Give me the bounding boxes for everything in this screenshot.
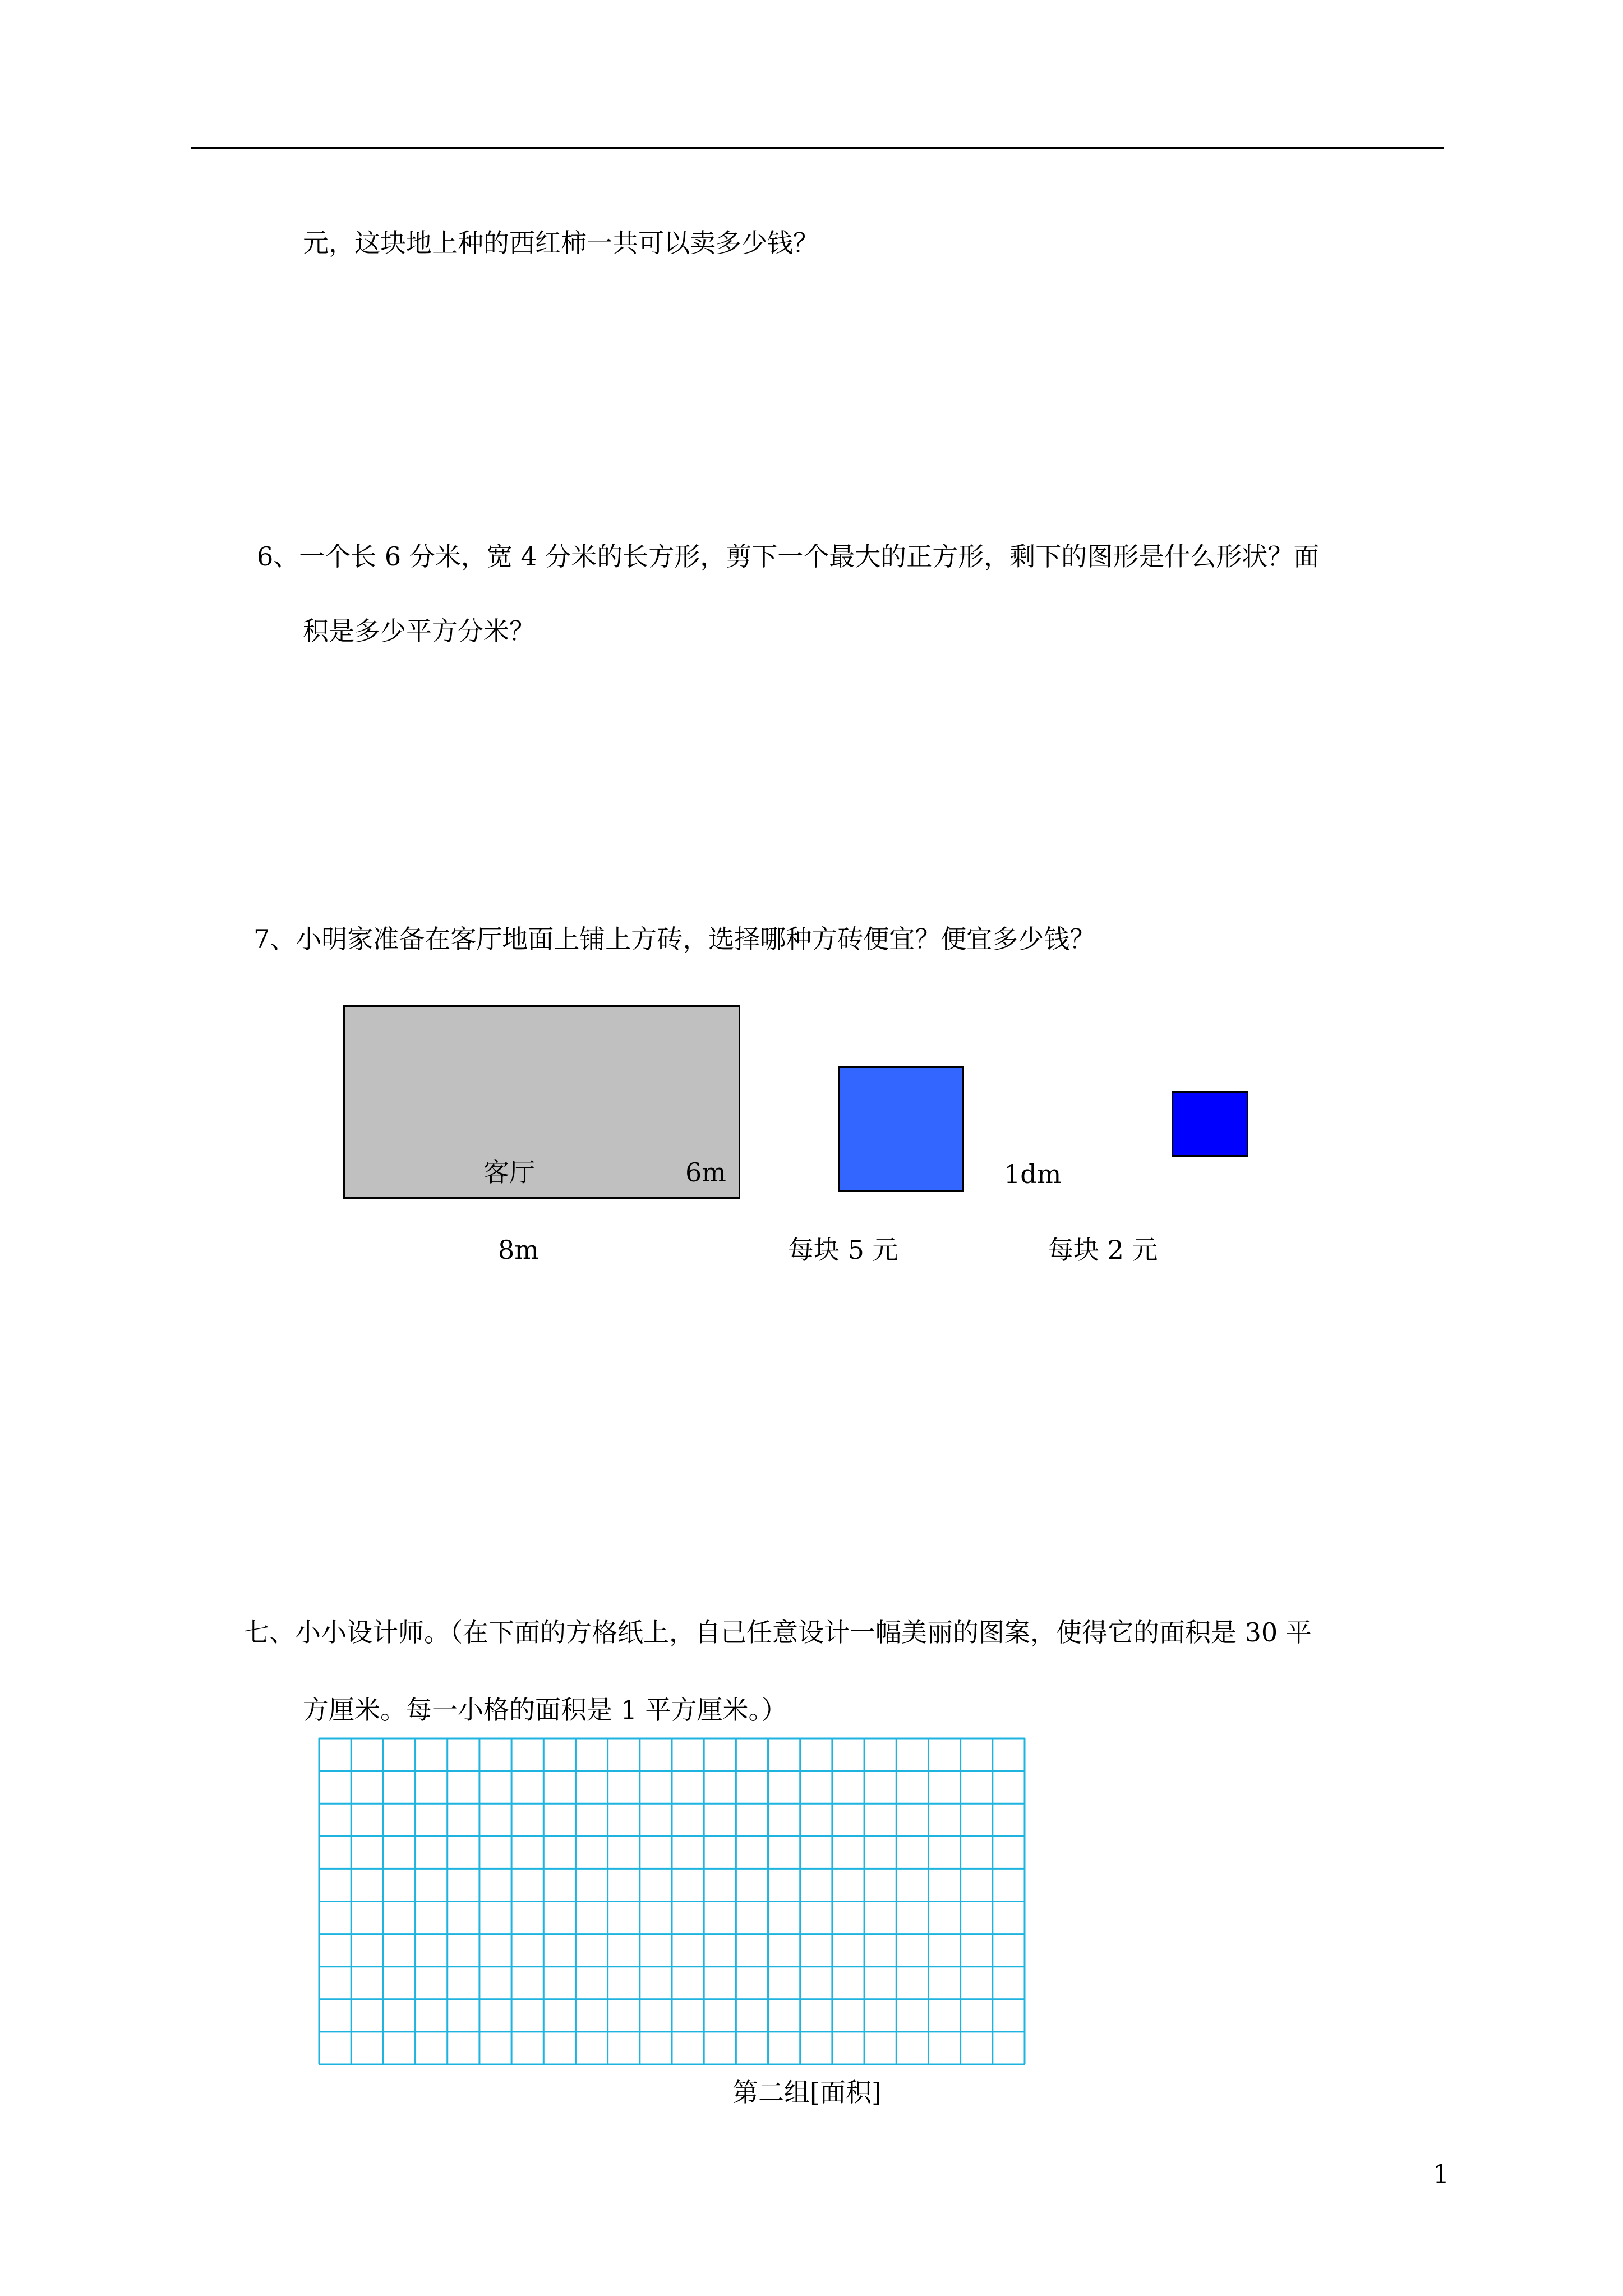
question-6-line-2: 积是多少平方分米？: [303, 616, 535, 646]
small-tile-price: 每块 2 元: [1048, 1235, 1158, 1265]
question-7-text: 7、小明家准备在客厅地面上铺上方砖，选择哪种方砖便宜？便宜多少钱？: [253, 924, 1096, 954]
footer-label: 第二组[面积]: [732, 2077, 882, 2108]
question-6-line-1: 6、一个长 6 分米，宽 4 分米的长方形，剪下一个最大的正方形，剩下的图形是什么形状？面: [257, 541, 1320, 572]
large-tile-square: [838, 1066, 964, 1192]
living-room-width-label: 8m: [498, 1235, 539, 1265]
living-room-height-label: 6m: [685, 1157, 726, 1188]
graph-paper-grid: [318, 1737, 1026, 2065]
small-tile-square: [1172, 1091, 1248, 1157]
tile-side-label: 1dm: [1004, 1159, 1062, 1189]
section-seven-line-2: 方厘米。每一小格的面积是 1 平方厘米。）: [303, 1695, 787, 1725]
page-number: 1: [1433, 2159, 1450, 2189]
living-room-rect: [343, 1005, 740, 1199]
header-rule: [191, 147, 1444, 149]
section-seven-line-1: 七、小小设计师。（在下面的方格纸上，自己任意设计一幅美丽的图案，使得它的面积是 30 平: [243, 1617, 1312, 1648]
question-5-continuation: 元，这块地上种的西红柿一共可以卖多少钱？: [303, 228, 819, 258]
living-room-label: 客厅: [483, 1157, 535, 1188]
large-tile-price: 每块 5 元: [788, 1235, 898, 1265]
